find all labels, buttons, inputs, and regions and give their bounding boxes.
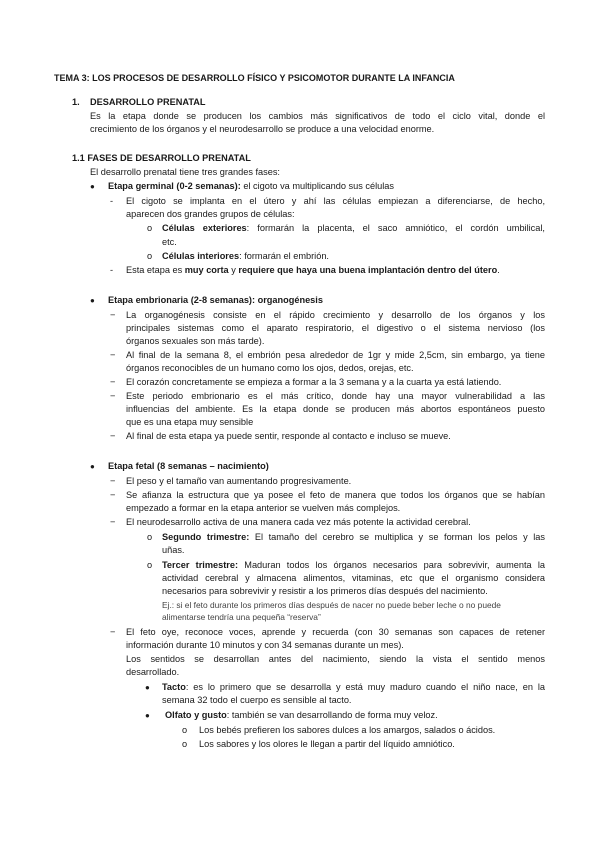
paragraph-line: Este periodo embrionario es el más crítico, donde hay una mayor vulnerabilidad a las xyxy=(126,391,545,401)
sub-item-celulas-interiores xyxy=(162,250,329,263)
dash-icon: − xyxy=(110,377,116,387)
bullet-item-embrionaria: Etapa embrionaria (2-8 semanas): organogénesis xyxy=(108,295,323,305)
bullet-item-fetal: Etapa fetal (8 semanas – nacimiento) xyxy=(108,461,269,471)
text: Maduran todos los órganos necesarios para sobrevivir, aumenta la xyxy=(238,560,545,570)
paragraph-line: El neurodesarrollo activa de una manera cada vez más potente la actividad cerebral. xyxy=(126,517,471,527)
paragraph-line: Al final de esta etapa ya puede sentir, responde al contacto e incluso se mueve. xyxy=(126,431,451,441)
text: El tamaño del cerebro se multiplica y se forman los pelos y las xyxy=(249,532,545,542)
bullet-item-germinal xyxy=(108,180,394,193)
example-line: alimentarse tendría una pequeña “reserva” xyxy=(162,612,321,622)
section-heading: DESARROLLO PRENATAL xyxy=(90,97,206,107)
dash-icon: - xyxy=(110,196,114,206)
bullet-icon: ● xyxy=(90,462,95,471)
dash-icon: − xyxy=(110,431,116,441)
paragraph-line: Los bebés prefieren los sabores dulces a los amargos, salados o ácidos. xyxy=(199,725,496,735)
bold-text: Olfato y gusto xyxy=(165,710,227,720)
text: el cigoto va multiplicando sus células xyxy=(240,181,394,191)
paragraph-line: semana 32 todo el cuerpo es sensible al tacto. xyxy=(162,695,352,705)
paragraph-line: Los sentidos se desarrollan antes del nacimiento, siendo la vista el sentido menos xyxy=(126,654,545,664)
dash-icon: − xyxy=(110,391,116,401)
text: : es lo primero que se desarrolla y está muy maduro cuando el niño nace, en la xyxy=(185,682,545,692)
paragraph-line: actividad cerebral y almacena alimentos, vitaminas, etc que el organismo considera xyxy=(162,573,545,583)
dash-icon: − xyxy=(110,350,116,360)
paragraph-line: El cigoto se implanta en el útero y ahí las células empiezan a diferenciarse, de hecho, xyxy=(126,196,545,206)
bold-text: Células exteriores xyxy=(162,223,247,233)
paragraph-line: crecimiento de los órganos y el neurodesarrollo se produce a una velocidad enorme. xyxy=(90,124,435,134)
bold-text: Segundo trimestre: xyxy=(162,532,250,542)
paragraph-line: Al final de la semana 8, el embrión pesa alrededor de 1gr y mide 2,5cm, sin embargo, ya tiene xyxy=(126,350,545,360)
bullet-icon: ● xyxy=(145,711,150,720)
paragraph-line: Los sabores y los olores le llegan a partir del líquido amniótico. xyxy=(199,739,455,749)
section-number: 1. xyxy=(72,97,80,107)
paragraph-line: La organogénesis consiste en el rápido crecimiento y desarrollo de los órganos y los xyxy=(126,310,545,320)
paragraph-line: información durante 10 minutos y con 34 semanas durante un mes). xyxy=(126,640,404,650)
bold-text: Tercer trimestre: xyxy=(162,560,239,570)
dash-icon: − xyxy=(110,627,116,637)
bold-text: muy corta xyxy=(184,265,229,275)
paragraph-line: El corazón concretamente se empieza a formar a la 3 semana y a la cuarta ya está latiendo. xyxy=(126,377,502,387)
paragraph-line: empezado a formar en la etapa anterior se vuelven más complejos. xyxy=(126,503,401,513)
text: y xyxy=(228,265,239,275)
circle-bullet-icon: o xyxy=(147,532,153,542)
document-title: TEMA 3: LOS PROCESOS DE DESARROLLO FÍSICO Y PSICOMOTOR DURANTE LA INFANCIA xyxy=(54,73,455,83)
circle-bullet-icon: o xyxy=(182,739,188,749)
paragraph-line: El peso y el tamaño van aumentando progresivamente. xyxy=(126,476,352,486)
bold-text: Células interiores xyxy=(162,251,240,261)
bullet-icon: ● xyxy=(145,683,150,692)
text: Esta etapa es xyxy=(126,265,185,275)
paragraph-line: etc. xyxy=(162,237,177,247)
paragraph-line: órganos reconocibles de un humano como los ojos, dedos, orejas, etc. xyxy=(126,363,414,373)
subsection-heading: 1.1 FASES DE DESARROLLO PRENATAL xyxy=(72,153,251,163)
dash-icon: - xyxy=(110,265,114,275)
text: : también se van desarrollando de forma muy veloz. xyxy=(226,710,438,720)
circle-bullet-icon: o xyxy=(147,251,153,261)
bold-text: requiere que haya una buena implantación dentro del útero xyxy=(238,265,498,275)
paragraph-line: desarrollado. xyxy=(126,667,180,677)
dash-icon: − xyxy=(110,310,116,320)
paragraph-line xyxy=(126,264,500,277)
bullet-icon: ● xyxy=(90,296,95,305)
paragraph-line: aparecen dos grandes grupos de células: xyxy=(126,209,295,219)
bullet-item-olfato xyxy=(165,709,438,722)
paragraph-line: necesarios para sobrevivir y resistir a los primeros días después del nacimiento. xyxy=(162,586,488,596)
paragraph-line: Es la etapa donde se producen los cambios más significativos de todo el ciclo vital, donde el xyxy=(90,111,545,121)
bold-text: Etapa germinal (0-2 semanas): xyxy=(108,181,241,191)
paragraph-line: órganos sexuales son más tarde). xyxy=(126,336,265,346)
bullet-item-tacto xyxy=(162,681,545,694)
paragraph-line: uñas. xyxy=(162,545,185,555)
paragraph-line: Se afianza la estructura que ya posee el feto de manera que todos los órganos que se habían xyxy=(126,490,545,500)
sub-item-segundo-trimestre xyxy=(162,531,545,544)
paragraph-line: influencias del ambiente. Es la etapa donde se producen más abortos espontáneos puesto xyxy=(126,404,545,414)
bold-text: Tacto xyxy=(162,682,186,692)
dash-icon: − xyxy=(110,476,116,486)
circle-bullet-icon: o xyxy=(147,560,153,570)
circle-bullet-icon: o xyxy=(147,223,153,233)
sub-item-tercer-trimestre xyxy=(162,559,545,572)
paragraph-line: que es una etapa muy sensible xyxy=(126,417,254,427)
paragraph-line: El feto oye, reconoce voces, aprende y recuerda (con 30 semanas son capaces de retener xyxy=(126,627,545,637)
paragraph-line: El desarrollo prenatal tiene tres grandes fases: xyxy=(90,167,280,177)
dash-icon: − xyxy=(110,490,116,500)
sub-item-celulas-exteriores xyxy=(162,222,545,235)
dash-icon: − xyxy=(110,517,116,527)
text: : formarán la placenta, el saco amniótico, el cordón umbilical, xyxy=(246,223,545,233)
circle-bullet-icon: o xyxy=(182,725,188,735)
bullet-icon: ● xyxy=(90,182,95,191)
text: . xyxy=(497,265,500,275)
example-line: Ej.: si el feto durante los primeros días después de nacer no puede beber leche o no puede xyxy=(162,600,501,610)
paragraph-line: principales sistemas como el aparato respiratorio, el digestivo o el sistema nervioso (los xyxy=(126,323,545,333)
text: : formarán el embrión. xyxy=(239,251,329,261)
